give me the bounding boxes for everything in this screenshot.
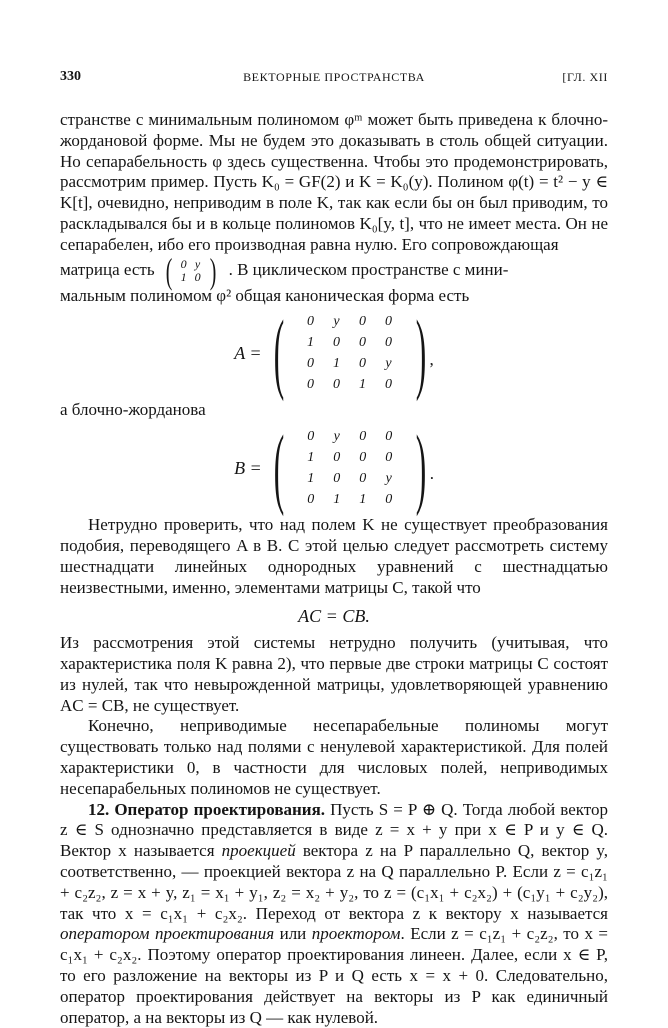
- matrix-cell: 1: [359, 492, 367, 508]
- paragraph-1-end: мальным полиномом φ² общая каноническая форма есть: [60, 285, 470, 305]
- body-text: [60, 110, 608, 1028]
- companion-matrix-grid: [175, 258, 207, 284]
- paragraph-2: а блочно-жорданова: [60, 400, 206, 420]
- matrix-cell: 0: [385, 492, 393, 508]
- matrix-cell: 0: [333, 377, 341, 393]
- matrix-A-punct: ,: [429, 349, 434, 369]
- matrix-cell: 1: [180, 269, 187, 284]
- running-header: [60, 66, 608, 88]
- companion-matrix-line: [60, 250, 608, 291]
- matrix-cell: 0: [307, 429, 315, 445]
- matrix-cell: y: [385, 471, 392, 487]
- matrix-cell: 0: [307, 377, 315, 393]
- matrix-cell: 1: [333, 492, 341, 508]
- companion-intro: матрица есть: [60, 260, 155, 280]
- section-12-text-b: вектора z на P параллельно Q, вектор y, соответственно, — проекцией вектора z на Q параллельно P. Если z = c₁z₁ + c₂z₂, z = x + y, z₁ = x₁ + y₁, z₂ = x₂ + y₂, то z = (c₁x₁ + c₂x₂) + (c₁y₁ + c₂y₂), так что x = c₁x₁ + c₂x₂. Переход от вектора z к вектору x называется: [60, 841, 608, 923]
- matrix-cell: 0: [333, 335, 341, 351]
- matrix-cell: 0: [333, 450, 341, 466]
- matrix-cell: 0: [359, 471, 367, 487]
- matrix-cell: 0: [359, 429, 367, 445]
- matrix-cell: 0: [359, 450, 367, 466]
- section-12-text-d: . Если z = c₁z₁ + c₂z₂, то x = c₁x₁ + c₂x₂. Поэтому оператор проектирования линеен. Далее, если x ∈ P, то его разложение на векторы из P и Q есть x = x + 0. Следовательно, оператор проектирования действует на векторы из P как единичный оператор, а на векторы из Q — как нулевой.: [60, 924, 608, 1027]
- matrix-cell: y: [385, 356, 392, 372]
- matrix-B-display: B = ( 0 y 0 0 1 0 0 0 1 0 0 y 0 1 1 0 ) .: [234, 418, 434, 518]
- paragraph-1: странстве с минимальным полиномом φᵐ может быть приведена к блочно-жордановой форме. Мы не будем это доказывать в столь общей ситуации. Но сепарабельность φ здесь существенна. Чтобы это продемонстрировать, рассмотрим пример. Пусть K₀ = GF(2) и K = K₀(y). Полином φ(t) = t² − y ∈ K[t], очевидно, неприводим в поле K, так как если бы он был приводим, то раскладывался бы и в кольце полиномов K₀[y, t], что не имеет места. Он не сепарабелен, ибо его производная равна нулю. Его сопровождающая: [60, 110, 608, 254]
- matrix-B-label: B =: [234, 457, 262, 478]
- chapter-label: [ГЛ. XII: [562, 70, 608, 84]
- matrix-A: [294, 309, 406, 397]
- matrix-A-display: A = ( 0 y 0 0 1 0 0 0 0 1 0 y 0 0 1 0 ) ,: [234, 303, 434, 403]
- matrix-cell: 1: [359, 377, 367, 393]
- matrix-cell: 1: [307, 471, 315, 487]
- matrix-A-label: A =: [234, 342, 262, 363]
- companion-after: . В циклическом пространстве с мини-: [228, 260, 509, 280]
- matrix-cell: 0: [359, 314, 367, 330]
- matrix-cell: 1: [333, 356, 341, 372]
- matrix-cell: 0: [359, 335, 367, 351]
- matrix-cell: 0: [385, 335, 393, 351]
- matrix-cell: 0: [307, 492, 315, 508]
- matrix-cell: 0: [385, 314, 393, 330]
- section-12-text-a: Пусть S = P ⊕ Q. Тогда любой вектор z ∈ S однозначно представляется в виде z = x + y при x ∈ P и y ∈ Q. Вектор x называется: [60, 799, 608, 861]
- paragraph-5: Конечно, неприводимые несепарабельные полиномы могут существовать только над полями с ненулевой характеристикой. Для полей характеристики 0, в частности для числовых полей, неприводимых несепарабельных полиномов не существует.: [60, 716, 608, 798]
- matrix-B: [294, 424, 406, 512]
- companion-matrix: ( 0 y 1 0 ): [165, 250, 216, 291]
- paragraph-3: Нетрудно проверить, что над полем K не существует преобразования подобия, переводящего A в B. С этой целью следует рассмотреть систему шестнадцати линейных однородных уравнений с шестнадцатью неизвестными, именно, элементами матрицы C, такой что: [60, 515, 608, 597]
- matrix-cell: 1: [307, 450, 315, 466]
- equation-ac-cb: AC = CB.: [298, 606, 370, 627]
- paragraph-4: Из рассмотрения этой системы нетрудно получить (учитывая, что характеристика поля K равна 2), что первые две строки матрицы C состоят из нулей, так что невырожденной матрицы, удовлетворяющей уравнению AC = CB, не существует.: [60, 633, 608, 715]
- matrix-cell: 0: [180, 256, 187, 271]
- section-12-title: 12. Оператор проектирования.: [88, 799, 326, 819]
- running-title: ВЕКТОРНЫЕ ПРОСТРАНСТВА: [243, 70, 425, 84]
- matrix-cell: 0: [307, 356, 315, 372]
- matrix-cell: 0: [194, 269, 201, 284]
- matrix-B-punct: .: [429, 464, 434, 484]
- matrix-cell: 0: [385, 377, 393, 393]
- term-projection-operator: оператором проектирования: [60, 924, 275, 944]
- matrix-cell: 0: [333, 471, 341, 487]
- matrix-cell: y: [194, 256, 201, 271]
- matrix-cell: 0: [385, 429, 393, 445]
- term-projection: проекцией: [221, 841, 296, 861]
- matrix-cell: 0: [385, 450, 393, 466]
- matrix-cell: y: [333, 429, 340, 445]
- matrix-cell: y: [333, 314, 340, 330]
- section-12: [60, 800, 608, 1028]
- matrix-cell: 1: [307, 335, 315, 351]
- matrix-cell: 0: [307, 314, 315, 330]
- section-12-text-c: или: [274, 924, 312, 944]
- page-number: 330: [60, 69, 81, 84]
- term-projector: проектором: [311, 924, 401, 944]
- matrix-cell: 0: [359, 356, 367, 372]
